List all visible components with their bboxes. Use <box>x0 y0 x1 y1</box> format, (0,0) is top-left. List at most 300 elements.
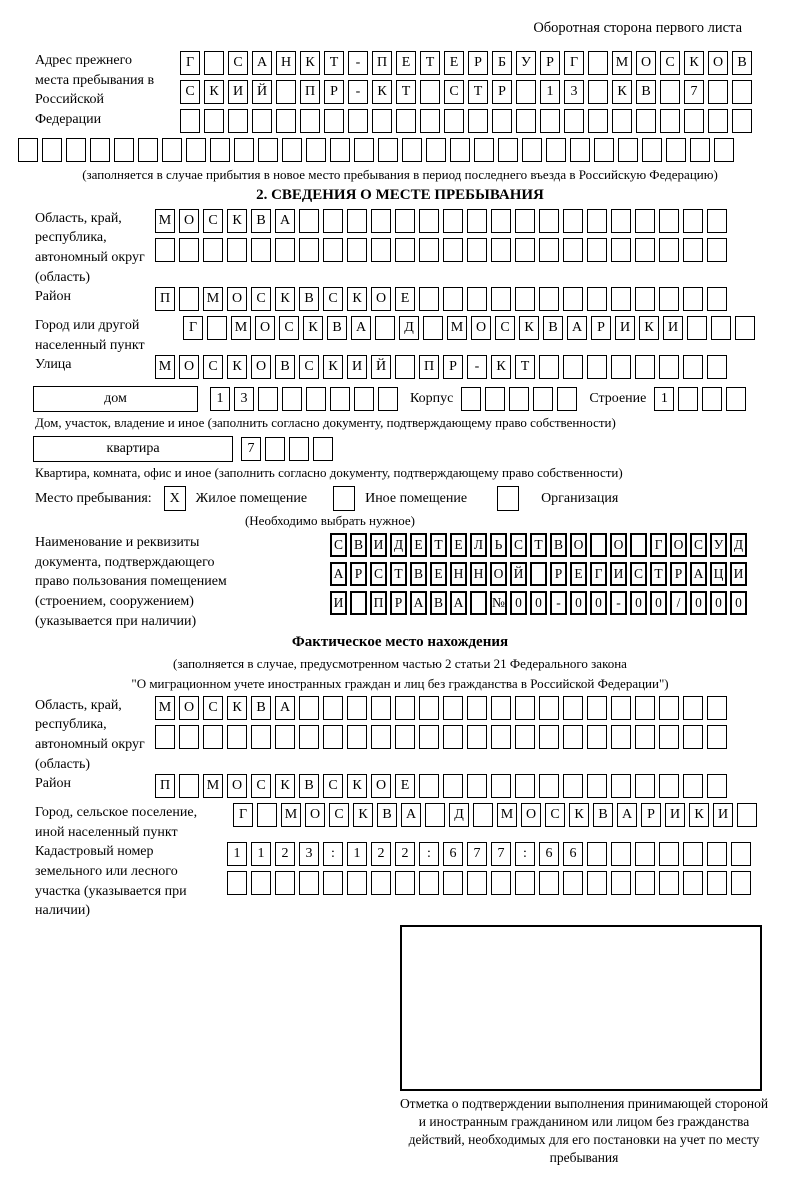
char-cell[interactable]: № <box>490 591 507 615</box>
char-cell[interactable] <box>395 696 415 720</box>
char-cell[interactable] <box>289 437 309 461</box>
char-cell[interactable]: К <box>519 316 539 340</box>
char-cell[interactable] <box>563 725 583 749</box>
char-cell[interactable] <box>252 109 272 133</box>
char-cell[interactable] <box>539 696 559 720</box>
char-cell[interactable]: Р <box>443 355 463 379</box>
char-cell[interactable] <box>515 871 535 895</box>
char-cell[interactable]: И <box>610 562 627 586</box>
char-cell[interactable]: - <box>348 80 368 104</box>
char-cell[interactable]: К <box>569 803 589 827</box>
char-cell[interactable] <box>515 287 535 311</box>
char-cell[interactable] <box>588 109 608 133</box>
char-cell[interactable] <box>546 138 566 162</box>
char-cell[interactable] <box>265 437 285 461</box>
char-cell[interactable] <box>635 774 655 798</box>
char-cell[interactable]: О <box>305 803 325 827</box>
char-cell[interactable] <box>395 725 415 749</box>
char-cell[interactable] <box>330 387 350 411</box>
char-cell[interactable] <box>396 109 416 133</box>
char-cell[interactable] <box>473 803 493 827</box>
char-cell[interactable] <box>683 871 703 895</box>
char-cell[interactable] <box>683 209 703 233</box>
char-cell[interactable] <box>659 696 679 720</box>
char-cell[interactable] <box>155 238 175 262</box>
char-cell[interactable] <box>659 355 679 379</box>
char-cell[interactable]: Г <box>183 316 203 340</box>
char-cell[interactable]: К <box>612 80 632 104</box>
char-cell[interactable] <box>179 238 199 262</box>
char-cell[interactable] <box>708 109 728 133</box>
char-cell[interactable]: Т <box>390 562 407 586</box>
char-cell[interactable]: 0 <box>510 591 527 615</box>
char-cell[interactable] <box>395 355 415 379</box>
char-cell[interactable] <box>611 871 631 895</box>
char-cell[interactable]: В <box>350 533 367 557</box>
char-cell[interactable]: Г <box>180 51 200 75</box>
char-cell[interactable]: С <box>630 562 647 586</box>
char-cell[interactable] <box>491 287 511 311</box>
char-cell[interactable] <box>155 725 175 749</box>
char-cell[interactable] <box>419 871 439 895</box>
char-cell[interactable] <box>587 871 607 895</box>
char-cell[interactable] <box>179 774 199 798</box>
char-cell[interactable] <box>516 80 536 104</box>
char-cell[interactable] <box>516 109 536 133</box>
char-cell[interactable]: И <box>615 316 635 340</box>
char-cell[interactable]: С <box>203 696 223 720</box>
char-cell[interactable] <box>563 209 583 233</box>
char-cell[interactable]: С <box>690 533 707 557</box>
char-cell[interactable]: В <box>550 533 567 557</box>
char-cell[interactable]: П <box>155 774 175 798</box>
char-cell[interactable]: 0 <box>710 591 727 615</box>
char-cell[interactable]: 0 <box>630 591 647 615</box>
char-cell[interactable] <box>702 387 722 411</box>
checkbox-organizaciya[interactable] <box>497 486 519 511</box>
char-cell[interactable]: С <box>660 51 680 75</box>
char-cell[interactable]: К <box>227 696 247 720</box>
char-cell[interactable] <box>467 696 487 720</box>
char-cell[interactable]: А <box>450 591 467 615</box>
char-cell[interactable]: М <box>497 803 517 827</box>
char-cell[interactable]: : <box>323 842 343 866</box>
char-cell[interactable] <box>491 725 511 749</box>
char-cell[interactable] <box>207 316 227 340</box>
char-cell[interactable] <box>611 355 631 379</box>
char-cell[interactable] <box>138 138 158 162</box>
char-cell[interactable] <box>539 725 559 749</box>
char-cell[interactable] <box>684 109 704 133</box>
char-cell[interactable] <box>323 871 343 895</box>
char-cell[interactable] <box>587 842 607 866</box>
char-cell[interactable] <box>375 316 395 340</box>
char-cell[interactable] <box>162 138 182 162</box>
char-cell[interactable]: Е <box>396 51 416 75</box>
char-cell[interactable] <box>707 871 727 895</box>
char-cell[interactable] <box>251 725 271 749</box>
char-cell[interactable] <box>347 725 367 749</box>
char-cell[interactable]: О <box>227 774 247 798</box>
char-cell[interactable] <box>515 209 535 233</box>
char-cell[interactable]: 0 <box>730 591 747 615</box>
char-cell[interactable]: О <box>179 209 199 233</box>
char-cell[interactable] <box>323 209 343 233</box>
char-cell[interactable]: К <box>347 287 367 311</box>
char-cell[interactable] <box>323 725 343 749</box>
char-cell[interactable] <box>467 287 487 311</box>
char-cell[interactable] <box>468 109 488 133</box>
char-cell[interactable]: О <box>251 355 271 379</box>
char-cell[interactable]: Т <box>420 51 440 75</box>
char-cell[interactable]: 2 <box>371 842 391 866</box>
char-cell[interactable] <box>470 591 487 615</box>
char-cell[interactable]: 0 <box>570 591 587 615</box>
char-cell[interactable]: О <box>636 51 656 75</box>
char-cell[interactable]: Й <box>252 80 272 104</box>
char-cell[interactable] <box>611 238 631 262</box>
char-cell[interactable]: Й <box>510 562 527 586</box>
char-cell[interactable]: И <box>730 562 747 586</box>
char-cell[interactable]: 7 <box>467 842 487 866</box>
char-cell[interactable] <box>90 138 110 162</box>
char-cell[interactable]: М <box>203 774 223 798</box>
char-cell[interactable]: Т <box>530 533 547 557</box>
char-cell[interactable]: К <box>353 803 373 827</box>
char-cell[interactable] <box>395 871 415 895</box>
char-cell[interactable]: А <box>567 316 587 340</box>
char-cell[interactable] <box>419 774 439 798</box>
char-cell[interactable]: М <box>447 316 467 340</box>
char-cell[interactable] <box>726 387 746 411</box>
char-cell[interactable]: 7 <box>491 842 511 866</box>
char-cell[interactable] <box>678 387 698 411</box>
char-cell[interactable]: В <box>430 591 447 615</box>
char-cell[interactable]: С <box>251 287 271 311</box>
char-cell[interactable] <box>707 696 727 720</box>
char-cell[interactable]: 0 <box>650 591 667 615</box>
char-cell[interactable] <box>282 138 302 162</box>
char-cell[interactable]: С <box>279 316 299 340</box>
char-cell[interactable] <box>203 725 223 749</box>
char-cell[interactable] <box>467 871 487 895</box>
char-cell[interactable]: Р <box>550 562 567 586</box>
char-cell[interactable]: П <box>155 287 175 311</box>
char-cell[interactable] <box>419 287 439 311</box>
char-cell[interactable] <box>467 774 487 798</box>
char-cell[interactable] <box>227 871 247 895</box>
char-cell[interactable] <box>378 138 398 162</box>
char-cell[interactable]: Р <box>390 591 407 615</box>
char-cell[interactable] <box>611 725 631 749</box>
char-cell[interactable]: : <box>419 842 439 866</box>
char-cell[interactable]: 3 <box>234 387 254 411</box>
char-cell[interactable] <box>570 138 590 162</box>
char-cell[interactable] <box>515 696 535 720</box>
char-cell[interactable] <box>611 774 631 798</box>
char-cell[interactable]: Р <box>492 80 512 104</box>
char-cell[interactable]: 3 <box>564 80 584 104</box>
char-cell[interactable]: Н <box>276 51 296 75</box>
char-cell[interactable]: 1 <box>251 842 271 866</box>
char-cell[interactable]: О <box>471 316 491 340</box>
char-cell[interactable] <box>683 725 703 749</box>
char-cell[interactable]: К <box>204 80 224 104</box>
char-cell[interactable] <box>707 355 727 379</box>
char-cell[interactable]: / <box>670 591 687 615</box>
char-cell[interactable] <box>419 209 439 233</box>
char-cell[interactable] <box>564 109 584 133</box>
char-cell[interactable]: Р <box>591 316 611 340</box>
char-cell[interactable] <box>515 725 535 749</box>
char-cell[interactable] <box>659 871 679 895</box>
char-cell[interactable] <box>234 138 254 162</box>
char-cell[interactable] <box>423 316 443 340</box>
char-cell[interactable]: 0 <box>530 591 547 615</box>
char-cell[interactable] <box>251 871 271 895</box>
char-cell[interactable] <box>419 696 439 720</box>
char-cell[interactable]: Е <box>444 51 464 75</box>
char-cell[interactable] <box>347 696 367 720</box>
char-cell[interactable] <box>420 109 440 133</box>
char-cell[interactable] <box>635 238 655 262</box>
char-cell[interactable]: 1 <box>227 842 247 866</box>
char-cell[interactable] <box>323 696 343 720</box>
char-cell[interactable] <box>659 774 679 798</box>
char-cell[interactable] <box>300 109 320 133</box>
checkbox-inoe[interactable] <box>333 486 355 511</box>
char-cell[interactable]: М <box>155 209 175 233</box>
char-cell[interactable]: К <box>303 316 323 340</box>
char-cell[interactable] <box>354 387 374 411</box>
char-cell[interactable] <box>731 842 751 866</box>
char-cell[interactable] <box>474 138 494 162</box>
char-cell[interactable]: О <box>371 287 391 311</box>
char-cell[interactable] <box>659 209 679 233</box>
char-cell[interactable]: А <box>252 51 272 75</box>
char-cell[interactable] <box>210 138 230 162</box>
char-cell[interactable] <box>491 696 511 720</box>
char-cell[interactable] <box>635 355 655 379</box>
char-cell[interactable] <box>707 209 727 233</box>
char-cell[interactable] <box>611 287 631 311</box>
char-cell[interactable] <box>443 696 463 720</box>
char-cell[interactable]: В <box>299 287 319 311</box>
char-cell[interactable] <box>347 871 367 895</box>
char-cell[interactable]: С <box>495 316 515 340</box>
char-cell[interactable] <box>539 774 559 798</box>
char-cell[interactable] <box>707 287 727 311</box>
char-cell[interactable]: - <box>467 355 487 379</box>
char-cell[interactable] <box>419 238 439 262</box>
char-cell[interactable]: Р <box>670 562 687 586</box>
char-cell[interactable] <box>539 209 559 233</box>
char-cell[interactable] <box>587 355 607 379</box>
char-cell[interactable] <box>467 238 487 262</box>
char-cell[interactable] <box>443 725 463 749</box>
char-cell[interactable]: В <box>251 696 271 720</box>
char-cell[interactable] <box>42 138 62 162</box>
char-cell[interactable] <box>443 287 463 311</box>
char-cell[interactable]: О <box>179 355 199 379</box>
char-cell[interactable] <box>258 387 278 411</box>
char-cell[interactable] <box>539 238 559 262</box>
char-cell[interactable] <box>515 774 535 798</box>
char-cell[interactable] <box>276 109 296 133</box>
char-cell[interactable] <box>732 109 752 133</box>
char-cell[interactable] <box>419 725 439 749</box>
char-cell[interactable]: П <box>370 591 387 615</box>
char-cell[interactable]: Й <box>371 355 391 379</box>
char-cell[interactable] <box>539 287 559 311</box>
char-cell[interactable] <box>587 238 607 262</box>
char-cell[interactable]: 1 <box>347 842 367 866</box>
char-cell[interactable]: К <box>227 209 247 233</box>
char-cell[interactable]: А <box>690 562 707 586</box>
char-cell[interactable] <box>707 774 727 798</box>
char-cell[interactable]: У <box>516 51 536 75</box>
char-cell[interactable]: Р <box>324 80 344 104</box>
char-cell[interactable]: В <box>251 209 271 233</box>
char-cell[interactable]: С <box>330 533 347 557</box>
char-cell[interactable]: О <box>255 316 275 340</box>
char-cell[interactable]: К <box>372 80 392 104</box>
char-cell[interactable]: - <box>348 51 368 75</box>
char-cell[interactable]: С <box>323 287 343 311</box>
char-cell[interactable] <box>299 238 319 262</box>
char-cell[interactable]: Т <box>324 51 344 75</box>
char-cell[interactable] <box>372 109 392 133</box>
char-cell[interactable]: Т <box>430 533 447 557</box>
char-cell[interactable]: А <box>330 562 347 586</box>
char-cell[interactable] <box>587 696 607 720</box>
char-cell[interactable] <box>659 238 679 262</box>
char-cell[interactable]: 1 <box>654 387 674 411</box>
char-cell[interactable] <box>563 696 583 720</box>
char-cell[interactable] <box>563 355 583 379</box>
char-cell[interactable]: Ц <box>710 562 727 586</box>
char-cell[interactable] <box>635 696 655 720</box>
char-cell[interactable]: А <box>410 591 427 615</box>
char-cell[interactable] <box>323 238 343 262</box>
char-cell[interactable]: О <box>570 533 587 557</box>
char-cell[interactable]: М <box>612 51 632 75</box>
char-cell[interactable] <box>299 725 319 749</box>
char-cell[interactable]: С <box>444 80 464 104</box>
char-cell[interactable]: 1 <box>210 387 230 411</box>
char-cell[interactable] <box>666 138 686 162</box>
char-cell[interactable] <box>707 238 727 262</box>
char-cell[interactable] <box>426 138 446 162</box>
char-cell[interactable] <box>636 109 656 133</box>
char-cell[interactable]: 2 <box>395 842 415 866</box>
char-cell[interactable]: К <box>689 803 709 827</box>
char-cell[interactable]: - <box>550 591 567 615</box>
char-cell[interactable] <box>539 871 559 895</box>
char-cell[interactable]: И <box>370 533 387 557</box>
char-cell[interactable] <box>635 725 655 749</box>
char-cell[interactable]: Е <box>570 562 587 586</box>
char-cell[interactable]: В <box>377 803 397 827</box>
char-cell[interactable]: И <box>330 591 347 615</box>
char-cell[interactable]: К <box>275 287 295 311</box>
char-cell[interactable] <box>491 774 511 798</box>
char-cell[interactable] <box>683 355 703 379</box>
char-cell[interactable] <box>371 725 391 749</box>
char-cell[interactable]: О <box>670 533 687 557</box>
char-cell[interactable]: Б <box>492 51 512 75</box>
char-cell[interactable] <box>491 871 511 895</box>
char-cell[interactable] <box>306 387 326 411</box>
char-cell[interactable] <box>395 209 415 233</box>
char-cell[interactable] <box>498 138 518 162</box>
char-cell[interactable]: О <box>521 803 541 827</box>
char-cell[interactable] <box>707 842 727 866</box>
char-cell[interactable]: А <box>275 209 295 233</box>
char-cell[interactable] <box>186 138 206 162</box>
char-cell[interactable] <box>539 355 559 379</box>
char-cell[interactable]: М <box>231 316 251 340</box>
char-cell[interactable] <box>540 109 560 133</box>
char-cell[interactable] <box>587 209 607 233</box>
char-cell[interactable]: В <box>636 80 656 104</box>
char-cell[interactable] <box>443 238 463 262</box>
char-cell[interactable] <box>276 80 296 104</box>
char-cell[interactable]: О <box>490 562 507 586</box>
char-cell[interactable] <box>461 387 481 411</box>
char-cell[interactable]: М <box>203 287 223 311</box>
char-cell[interactable]: С <box>299 355 319 379</box>
char-cell[interactable]: Е <box>450 533 467 557</box>
char-cell[interactable]: И <box>663 316 683 340</box>
char-cell[interactable]: Т <box>515 355 535 379</box>
char-cell[interactable]: С <box>228 51 248 75</box>
char-cell[interactable] <box>515 238 535 262</box>
char-cell[interactable] <box>114 138 134 162</box>
char-cell[interactable] <box>530 562 547 586</box>
char-cell[interactable] <box>642 138 662 162</box>
char-cell[interactable]: 3 <box>299 842 319 866</box>
char-cell[interactable] <box>18 138 38 162</box>
char-cell[interactable] <box>687 316 707 340</box>
char-cell[interactable]: А <box>617 803 637 827</box>
char-cell[interactable]: Р <box>468 51 488 75</box>
char-cell[interactable] <box>282 387 302 411</box>
char-cell[interactable] <box>708 80 728 104</box>
char-cell[interactable] <box>683 287 703 311</box>
char-cell[interactable] <box>443 774 463 798</box>
char-cell[interactable]: Н <box>470 562 487 586</box>
char-cell[interactable] <box>635 209 655 233</box>
char-cell[interactable] <box>707 725 727 749</box>
char-cell[interactable] <box>732 80 752 104</box>
char-cell[interactable]: М <box>155 355 175 379</box>
char-cell[interactable] <box>660 80 680 104</box>
char-cell[interactable]: Е <box>395 774 415 798</box>
char-cell[interactable]: И <box>665 803 685 827</box>
char-cell[interactable]: С <box>203 209 223 233</box>
char-cell[interactable]: С <box>203 355 223 379</box>
char-cell[interactable] <box>587 287 607 311</box>
char-cell[interactable] <box>228 109 248 133</box>
char-cell[interactable] <box>711 316 731 340</box>
char-cell[interactable] <box>275 871 295 895</box>
char-cell[interactable] <box>563 871 583 895</box>
char-cell[interactable]: А <box>401 803 421 827</box>
char-cell[interactable] <box>275 725 295 749</box>
char-cell[interactable] <box>227 725 247 749</box>
char-cell[interactable] <box>659 725 679 749</box>
